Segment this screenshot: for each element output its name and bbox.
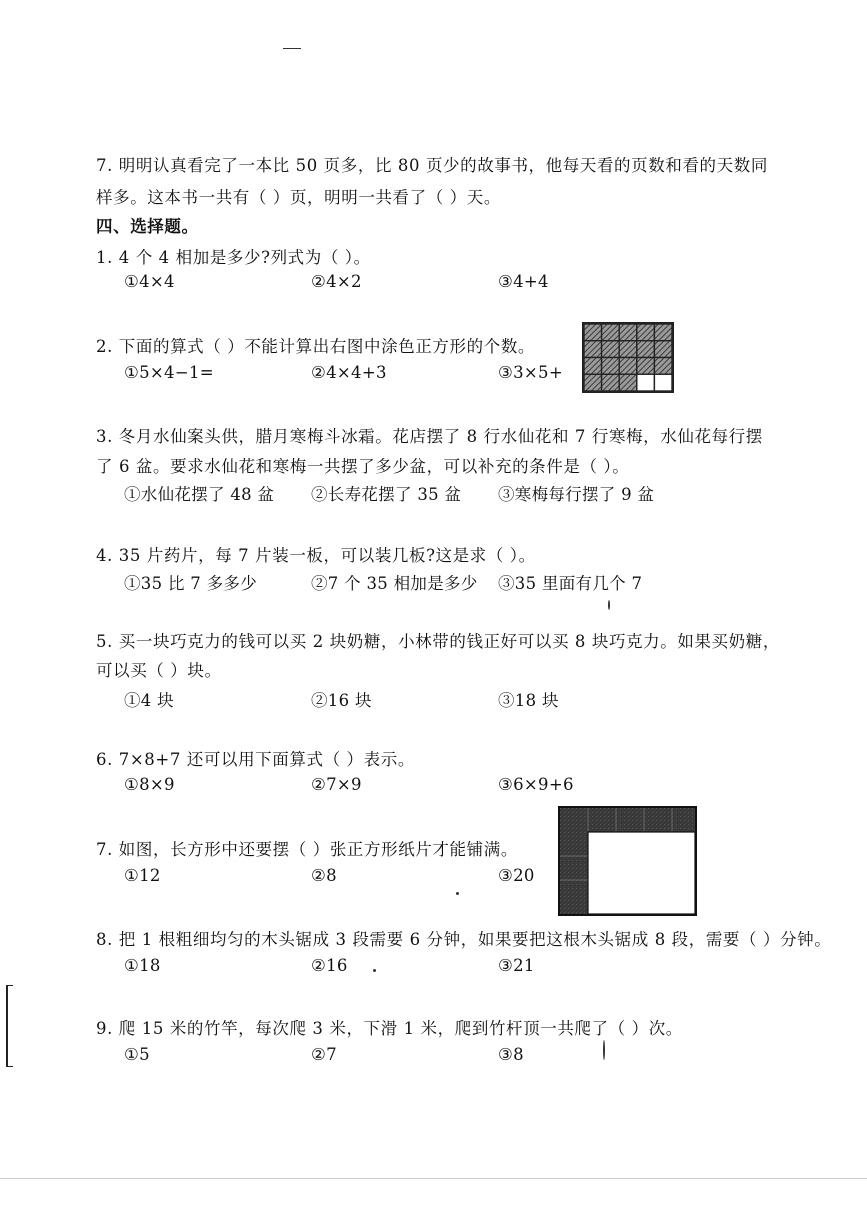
question-7-option-2[interactable]: ②8 — [311, 866, 337, 885]
grid-cell-empty — [654, 374, 672, 391]
grid-cell-shaded — [602, 324, 620, 341]
grid-cell-shaded — [602, 341, 620, 358]
question-8-option-1[interactable]: ①18 — [124, 956, 161, 975]
question-2-option-3[interactable]: ③3×5+ — [498, 363, 563, 382]
shaded-grid-figure — [582, 322, 674, 393]
shaded-top-row — [560, 808, 695, 832]
grid-cell-shaded — [584, 341, 602, 358]
question-8-text: 8. 把 1 根粗细均匀的木头锯成 3 段需要 6 分钟，如果要把这根木头锯成 8 段，需要（ ）分钟。 — [96, 930, 832, 949]
grid-cell-shaded — [619, 374, 637, 391]
fill-blank-q7-line2: 样多。这本书一共有（ ）页，明明一共看了（ ）天。 — [96, 188, 501, 207]
question-2-option-2[interactable]: ②4×4+3 — [311, 363, 387, 382]
question-1-option-1[interactable]: ①4×4 — [124, 272, 175, 291]
question-4-option-1[interactable]: ①35 比 7 多多少 — [124, 574, 258, 593]
grid-cell-shaded — [584, 358, 602, 375]
question-3-text-line1: 3. 冬月水仙案头供，腊月寒梅斗冰霜。花店摆了 8 行水仙花和 7 行寒梅，水仙花每行摆 — [96, 427, 763, 446]
question-9-option-3[interactable]: ③8 — [498, 1045, 524, 1064]
grid-cell-shaded — [637, 358, 655, 375]
question-4-text: 4. 35 片药片，每 7 片装一板，可以装几板?这是求（ ）。 — [96, 546, 536, 565]
question-6-option-3[interactable]: ③6×9+6 — [498, 775, 574, 794]
grid-cell-empty — [637, 374, 655, 391]
scan-speck — [603, 1040, 605, 1060]
grid-cell-shaded — [619, 341, 637, 358]
grid-cell-shaded — [637, 341, 655, 358]
scan-speck — [373, 969, 376, 972]
question-2-text: 2. 下面的算式（ ）不能计算出右图中涂色正方形的个数。 — [96, 337, 536, 356]
question-3-option-3[interactable]: ③寒梅每行摆了 9 盆 — [498, 485, 655, 504]
grid-cell-shaded — [619, 324, 637, 341]
grid-cell-shaded — [584, 374, 602, 391]
question-3-option-1[interactable]: ①水仙花摆了 48 盆 — [124, 485, 275, 504]
section-title: 四、选择题。 — [96, 217, 199, 236]
scan-speck — [608, 600, 610, 610]
question-5-text-line1: 5. 买一块巧克力的钱可以买 2 块奶糖，小林带的钱正好可以买 8 块巧克力。如果买奶糖， — [96, 632, 780, 651]
question-1-text: 1. 4 个 4 相加是多少?列式为（ ）。 — [96, 248, 371, 267]
question-6-text: 6. 7×8+7 还可以用下面算式（ ）表示。 — [96, 750, 415, 769]
question-9-option-2[interactable]: ②7 — [311, 1045, 337, 1064]
question-4-option-3[interactable]: ③35 里面有几个 7 — [498, 574, 643, 593]
question-5-option-3[interactable]: ③18 块 — [498, 691, 559, 710]
question-9-option-1[interactable]: ①5 — [124, 1045, 150, 1064]
grid-cell-shaded — [654, 324, 672, 341]
grid-cell-shaded — [584, 324, 602, 341]
question-5-option-1[interactable]: ①4 块 — [124, 691, 174, 710]
question-3-text-line2: 了 6 盆。要求水仙花和寒梅一共摆了多少盆，可以补充的条件是（ ）。 — [96, 457, 630, 476]
question-5-text-line2: 可以买（ ）块。 — [96, 661, 222, 680]
binding-bracket — [6, 985, 13, 1067]
scan-speck — [456, 892, 459, 895]
question-9-text: 9. 爬 15 米的竹竿，每次爬 3 米，下滑 1 米，爬到竹杆顶一共爬了（ ）次。 — [96, 1019, 683, 1038]
question-7-text: 7. 如图，长方形中还要摆（ ）张正方形纸片才能铺满。 — [96, 840, 518, 859]
grid-cell-shaded — [654, 341, 672, 358]
rectangle-tile-figure — [558, 806, 697, 916]
shaded-left-column — [560, 832, 588, 914]
question-7-option-1[interactable]: ①12 — [124, 866, 161, 885]
question-8-option-3[interactable]: ③21 — [498, 956, 535, 975]
question-2-option-1[interactable]: ①5×4−1= — [124, 363, 214, 382]
grid-cell-shaded — [637, 324, 655, 341]
grid-cell-shaded — [602, 374, 620, 391]
question-6-option-2[interactable]: ②7×9 — [311, 775, 362, 794]
grid-cell-shaded — [654, 358, 672, 375]
grid-cell-shaded — [619, 358, 637, 375]
question-7-option-3[interactable]: ③20 — [498, 866, 535, 885]
grid-cell-shaded — [602, 358, 620, 375]
shaded-grid-svg — [584, 324, 672, 391]
fill-blank-q7-line1: 7. 明明认真看完了一本比 50 页多，比 80 页少的故事书，他每天看的页数和看的天数同 — [96, 156, 768, 175]
question-4-option-2[interactable]: ②7 个 35 相加是多少 — [311, 574, 478, 593]
header-dash — [283, 48, 301, 49]
empty-area — [588, 832, 695, 914]
question-8-option-2[interactable]: ②16 — [311, 956, 348, 975]
question-1-option-2[interactable]: ②4×2 — [311, 272, 362, 291]
question-5-option-2[interactable]: ②16 块 — [311, 691, 372, 710]
page-bottom-rule — [0, 1178, 867, 1179]
question-6-option-1[interactable]: ①8×9 — [124, 775, 175, 794]
question-1-option-3[interactable]: ③4+4 — [498, 272, 549, 291]
question-3-option-2[interactable]: ②长寿花摆了 35 盆 — [311, 485, 462, 504]
rectangle-tile-svg — [560, 808, 695, 914]
